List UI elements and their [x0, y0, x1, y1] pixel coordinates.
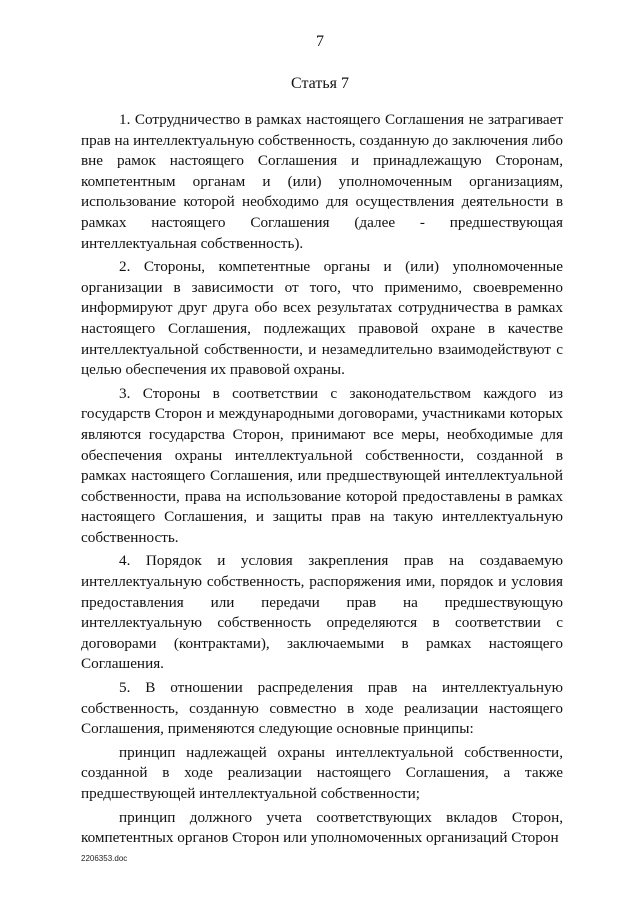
paragraph-1: 1. Сотрудничество в рамках настоящего Соглашения не затрагивает прав на интеллектуальную собственность, созданную до заключения либо вне рамок настоящего Соглашения и принадлежащую Сторонам, компетентным органам и (или) уполномоченным организациям, использование которой необходимо для осуществления деятельности в рамках настоящего Соглашения (далее - предшествующая интеллектуальная собственность). [81, 111, 563, 252]
paragraph-5: 5. В отношении распределения прав на интеллектуальную собственность, созданную совместно в ходе реализации настоящего Соглашения, применяются следующие основные принципы: [81, 679, 563, 738]
principle-1: принцип надлежащей охраны интеллектуальной собственности, созданной в ходе реализации настоящего Соглашения, а также предшествующей интеллектуальной собственности; [81, 743, 563, 802]
article-title: Статья 7 [291, 75, 349, 92]
article-body [81, 110, 563, 852]
document-filename: 2206353.doc [81, 854, 128, 863]
page-number: 7 [316, 33, 324, 50]
paragraph-2: 2. Стороны, компетентные органы и (или) уполномоченные организации в зависимости от того, что применимо, своевременно информируют друг друга обо всех результатах сотрудничества в рамках настоящего Соглашения, подлежащих правовой охране в качестве интеллектуальной собственности, и незамедлительно взаимодействуют с целью обеспечения их правовой охраны. [81, 258, 563, 379]
paragraph-4: 4. Порядок и условия закрепления прав на создаваемую интеллектуальную собственность, распоряжения ими, порядок и условия предоставления или передачи прав на предшествующую интеллектуальную собственность определяются в соответствии с договорами (контрактами), заключаемыми в рамках настоящего Соглашения. [81, 552, 563, 673]
paragraph-3: 3. Стороны в соответствии с законодательством каждого из государств Сторон и международными договорами, участниками которых являются государства Сторон, принимают все меры, необходимые для обеспечения охраны интеллектуальной собственности, созданной в рамках настоящего Соглашения, или предшествующей интеллектуальной собственности, права на использование которой предоставлены в рамках настоящего Соглашения, и защиты прав на такую интеллектуальную собственность. [81, 384, 563, 546]
principle-2: принцип должного учета соответствующих вкладов Сторон, компетентных органов Сторон или уполномоченных организаций Сторон [81, 808, 563, 847]
